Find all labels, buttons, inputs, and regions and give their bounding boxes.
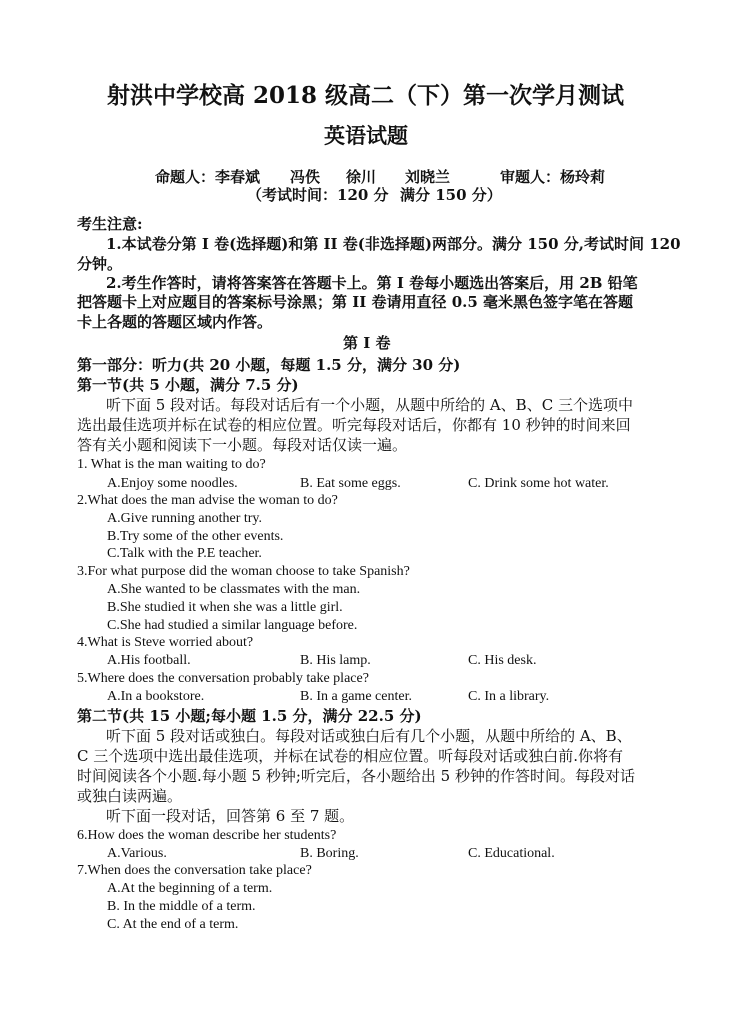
- question-text: 1. What is the man waiting to do?: [77, 457, 266, 472]
- notice-text: 1.本试卷分第 I 卷(选择题)和第 II 卷(非选择题)两部分。满分 150 分,考试时间 120: [106, 235, 681, 253]
- question-text: 2.What does the man advise the woman to do?: [77, 493, 338, 508]
- instruction-text: C 三个选项中选出最佳选项，并标在试卷的相应位置。听每段对话或独白前.你将有: [77, 747, 624, 765]
- setter-name: 徐川: [346, 168, 377, 186]
- answer-option: B. Eat some eggs.: [300, 476, 401, 491]
- notice-heading: 考生注意:: [77, 215, 143, 233]
- exam-subtitle: 英语试题: [324, 123, 408, 148]
- answer-option: A.She wanted to be classmates with the man.: [107, 582, 361, 597]
- notice-text: 卡上各题的答题区域内作答。: [77, 313, 273, 331]
- exam-time: （考试时间：120 分: [247, 186, 389, 204]
- answer-option: A.Give running another try.: [107, 511, 262, 526]
- section-heading: 第二节(共 15 小题;每小题 1.5 分，满分 22.5 分): [77, 707, 422, 725]
- reviewer-label: 审题人：杨玲莉: [500, 168, 606, 186]
- answer-option: B. Boring.: [300, 846, 359, 861]
- answer-option: C. At the end of a term.: [107, 917, 239, 932]
- answer-option: C.She had studied a similar language before.: [107, 618, 358, 633]
- answer-option: C. Educational.: [468, 846, 555, 861]
- question-text: 3.For what purpose did the woman choose to take Spanish?: [77, 564, 410, 579]
- answer-option: B.Try some of the other events.: [107, 529, 284, 544]
- setter-name: 冯佚: [290, 168, 321, 186]
- setters-label: 命题人：李春斌: [155, 168, 261, 186]
- instruction-text: 听下面 5 段对话。每段对话后有一个小题，从题中所给的 A、B、C 三个选项中: [106, 396, 633, 414]
- answer-option: B. In the middle of a term.: [107, 899, 256, 914]
- instruction-text: 时间阅读各个小题.每小题 5 秒钟;听完后，各小题给出 5 秒钟的作答时间。每段对话: [77, 767, 635, 785]
- instruction-text: 选出最佳选项并标在试卷的相应位置。听完每段对话后，你都有 10 秒钟的时间来回: [77, 416, 631, 434]
- notice-text: 把答题卡上对应题目的答案标号涂黑；第 II 卷请用直径 0.5 毫米黑色签字笔在答题: [77, 293, 634, 311]
- answer-option: A.In a bookstore.: [107, 689, 205, 704]
- answer-option: C. In a library.: [468, 689, 550, 704]
- question-text: 7.When does the conversation take place?: [77, 863, 312, 878]
- instruction-text: 听下面 5 段对话或独白。每段对话或独白后有几个小题，从题中所给的 A、B、: [106, 727, 632, 745]
- setter-name: 刘晓兰: [405, 168, 451, 186]
- section-heading: 第一节(共 5 小题，满分 7.5 分): [77, 376, 299, 394]
- instruction-text: 听下面一段对话，回答第 6 至 7 题。: [106, 807, 355, 825]
- instruction-text: 答有关小题和阅读下一小题。每段对话仅读一遍。: [77, 436, 408, 454]
- answer-option: A.His football.: [107, 653, 191, 668]
- answer-option: A.Enjoy some noodles.: [107, 476, 238, 491]
- instruction-text: 或独白读两遍。: [77, 787, 183, 805]
- question-text: 5.Where does the conversation probably take place?: [77, 671, 369, 686]
- notice-text: 分钟。: [77, 255, 123, 273]
- answer-option: B.She studied it when she was a little girl.: [107, 600, 343, 615]
- exam-title: 射洪中学校高 2018 级高二（下）第一次学月测试: [107, 82, 625, 109]
- part-heading: 第一部分：听力(共 20 小题，每题 1.5 分，满分 30 分): [77, 356, 461, 374]
- answer-option: B. His lamp.: [300, 653, 371, 668]
- answer-option: A.At the beginning of a term.: [107, 881, 273, 896]
- question-text: 4.What is Steve worried about?: [77, 635, 254, 650]
- answer-option: A.Various.: [107, 846, 167, 861]
- answer-option: C. His desk.: [468, 653, 537, 668]
- answer-option: B. In a game center.: [300, 689, 412, 704]
- exam-full-score: 满分 150 分）: [400, 186, 502, 204]
- question-text: 6.How does the woman describe her students?: [77, 828, 337, 843]
- answer-option: C. Drink some hot water.: [468, 476, 609, 491]
- notice-text: 2.考生作答时，请将答案答在答题卡上。第 I 卷每小题选出答案后，用 2B 铅笔: [106, 274, 638, 292]
- volume-title: 第 I 卷: [343, 334, 391, 352]
- answer-option: C.Talk with the P.E teacher.: [107, 546, 262, 561]
